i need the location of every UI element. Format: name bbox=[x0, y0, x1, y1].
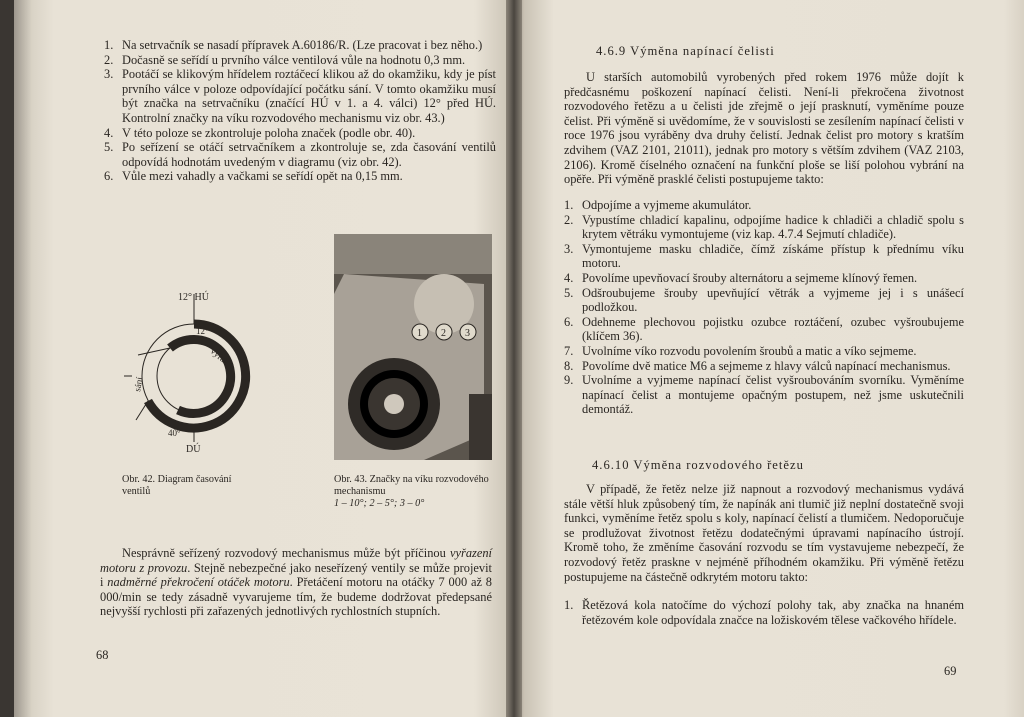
list-item: 1. Odpojíme a vyjmeme akumulátor. bbox=[564, 198, 752, 212]
photo-mark-2: 2 bbox=[441, 328, 446, 339]
list-item: 5. Po seřízení se otáčí setrvačníkem a zkontroluje se, zda časování ventilů odpovídá hodnotám uvedeným v diagramu (viz obr. 42). bbox=[104, 140, 496, 169]
list-item: 3. Pootáčí se klikovým hřídelem roztáčecí klikou až do okamžiku, kdy je píst prvního válce v poloze odpovídající počátku sání. V tomto okamžiku musí být značka na setrvačníku (značící HÚ v 1. a 4. válci) 12° před HÚ. Kontrolní značky na víku rozvodového mechanismu viz obr. 43.) bbox=[104, 67, 496, 125]
diagram-label-12: 12° bbox=[196, 326, 209, 336]
list-item: 3. Vymontujeme masku chladiče, čímž získáme přístup k přednímu víku motoru. bbox=[564, 241, 964, 271]
right-steps bbox=[564, 198, 964, 417]
right-steps-2 bbox=[564, 598, 964, 627]
diagram-label-vyfuk: výfuk bbox=[208, 345, 232, 368]
book-gutter bbox=[506, 0, 522, 717]
list-item: 2. Vypustíme chladicí kapalinu, odpojíme hadice k chladiči a chladič spolu s krytem větráku vymontujeme (viz kap. 4.7.4 Sejmutí chladiče). bbox=[564, 212, 964, 242]
list-item: 5. Odšroubujeme šrouby upevňující větrák a vyjmeme jej i s unášecí podložkou. bbox=[564, 285, 964, 315]
right-paragraph-2: V případě, že řetěz nelze již napnout a rozvodový mechanismus vydává stále větší hluk způsobený tím, že napínák ani tlumič již neplní dostatečně svoji funkci, vyměníme řetěz spolu s koly, napínací čelistí a tlumičem. Nedoporučuje se prodlužovat životnost řetězu dodatečnými úpravami napínacího ústrojí. Kromě toho, že změníme časování rozvodu se tím vystavujeme nebezpečí, že rozvodový řetěz praskne v nejméně příhodném okamžiku. Při výměně řetězu postupujeme na částečně odkrytém motoru takto: bbox=[564, 482, 964, 584]
timing-diagram bbox=[118, 280, 278, 455]
list-item: 4. Povolíme upevňovací šrouby alternátoru a sejmeme klínový řemen. bbox=[564, 270, 918, 285]
right-intro: U starších automobilů vyrobených před rokem 1976 může dojít k předčasnému poškození napínací čelisti. Není-li překročena životnost rozvodového řetězu a u čelisti jde zřejmě o její prasknutí, vyměníme pouze čelist. Při výměně si uvědomíme, že v souvislosti se zesílením napínací čelisti v roce 1976 jsou vyráběny dva druhy čelistí. Jednak čelist pro motory s kratším zdvihem (VAZ 2101, 21011), jednak pro motory s větším zdvihem (VAZ 2103, 2106). Kromě číselného označení na funkční ploše se liší polohou vybrání na opěře. Při výměně prasklé čelisti postupujeme takto: bbox=[564, 70, 964, 187]
left-page-number: 68 bbox=[96, 648, 109, 662]
photo-mark-1: 1 bbox=[417, 328, 422, 339]
list-item: 1. Na setrvačník se nasadí přípravek A.60186/R. (Lze pracovat i bez něho.) bbox=[104, 38, 483, 52]
right-page-number: 69 bbox=[944, 664, 957, 678]
left-paragraph: Nesprávně seřízený rozvodový mechanismus může být příčinou vyřazení motoru z provozu. Stejně nebezpečné jako neseřízený ventily se může projevit i nadměrné překročení otáček motoru. Přetáčení motoru na otáčky 7 000 až 8 000/min se tedy zásadně vyvarujeme tím, že budeme dodržovat předepsané nejvyšší rychlosti při zařazených jednotlivých rychlostních stupních. bbox=[100, 546, 493, 619]
list-item: 2. Dočasně se seřídí u prvního válce ventilová vůle na hodnotu 0,3 mm. bbox=[104, 52, 466, 67]
list-item: 9. Uvolníme a vyjmeme napínací čelist vyšroubováním svorníku. Vyměníme napínací čelist a montujeme opačným postupem, než jsme uskutečnili demontáž. bbox=[564, 373, 964, 417]
diagram-bottom-label: DÚ bbox=[186, 444, 201, 455]
section-heading-469: 4.6.9 Výměna napínací čelisti bbox=[596, 44, 775, 58]
diagram-top-label: 12° HÚ bbox=[178, 292, 209, 303]
list-item: 7. Uvolníme víko rozvodu povolením šroubů a matic a víko sejmeme. bbox=[564, 343, 917, 358]
engine-photo bbox=[334, 234, 492, 460]
list-item: 1. Řetězová kola natočíme do výchozí polohy tak, aby značka na hnaném řetězovém kole odpovídala značce na ložiskovém tělese vačkového hřídele. bbox=[564, 598, 964, 627]
diagram-label-40: 40° bbox=[168, 428, 181, 438]
diagram-label-42: 42° bbox=[210, 402, 223, 412]
list-item: 6. Odehneme plechovou pojistku ozubce roztáčení, ozubec vyšroubujeme (klíčem 36). bbox=[564, 314, 964, 344]
left-steps bbox=[104, 38, 496, 184]
list-item: 4. V této poloze se zkontroluje poloha značek (podle obr. 40). bbox=[104, 125, 416, 140]
section-heading-4610: 4.6.10 Výměna rozvodového řetězu bbox=[592, 458, 804, 472]
list-item: 8. Povolíme dvě matice M6 a sejmeme z hlavy válců napínací mechanismus. bbox=[564, 358, 951, 373]
photo-mark-3: 3 bbox=[465, 328, 470, 339]
caption-figure-42: Obr. 42. Diagram časování ventilů bbox=[122, 474, 232, 497]
list-item: 6. Vůle mezi vahadly a vačkami se seřídí opět na 0,15 mm. bbox=[104, 169, 403, 184]
caption-figure-43: Obr. 43. Značky na víku rozvodového mechanismu 1 – 10°; 2 – 5°; 3 – 0° bbox=[334, 474, 489, 509]
diagram-label-sani: sání bbox=[132, 376, 145, 393]
